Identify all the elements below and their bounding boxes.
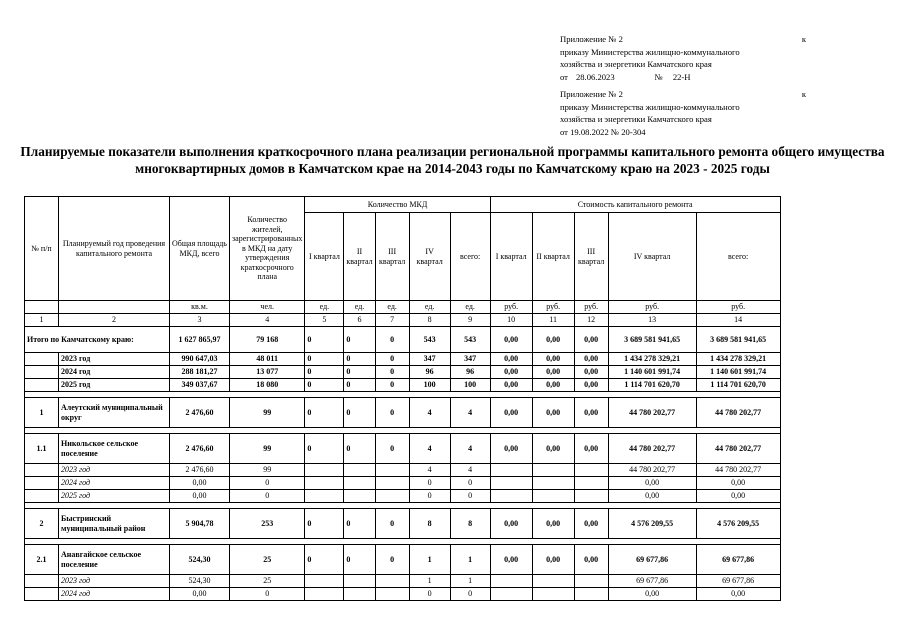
data-cell: 0,00	[696, 490, 780, 503]
data-cell: 990 647,03	[170, 353, 230, 366]
data-cell: 5 904,78	[170, 509, 230, 539]
data-cell: 0,00	[574, 327, 608, 353]
data-cell: 253	[230, 509, 305, 539]
row-number	[25, 366, 59, 379]
data-cell: 3 689 581 941,65	[696, 327, 780, 353]
data-cell: 347	[409, 353, 450, 366]
data-cell: 48 011	[230, 353, 305, 366]
row-label: Никольское сельское поселение	[59, 434, 170, 464]
data-cell: 0	[344, 509, 375, 539]
data-cell: 0	[375, 434, 409, 464]
data-cell	[375, 464, 409, 477]
column-number: 10	[490, 314, 532, 327]
data-cell	[344, 588, 375, 601]
unit-cell: руб.	[532, 301, 574, 314]
data-cell: 0,00	[490, 509, 532, 539]
data-cell: 1 434 278 329,21	[608, 353, 696, 366]
data-cell	[375, 490, 409, 503]
data-cell: 4	[450, 398, 490, 428]
annex-date: 28.06.2023	[575, 71, 615, 82]
header-mkd-q1: I квартал	[305, 213, 344, 301]
header-mkd-q4: IV квартал	[409, 213, 450, 301]
data-cell: 69 677,86	[608, 545, 696, 575]
municipality-row	[25, 509, 781, 539]
data-cell: 0,00	[532, 545, 574, 575]
data-cell: 25	[230, 575, 305, 588]
data-cell: 100	[409, 379, 450, 392]
data-cell: 543	[450, 327, 490, 353]
data-cell: 0,00	[490, 545, 532, 575]
data-cell: 0,00	[532, 434, 574, 464]
data-cell: 0,00	[574, 366, 608, 379]
unit-cell: ед.	[450, 301, 490, 314]
data-cell: 2 476,60	[170, 434, 230, 464]
data-cell: 288 181,27	[170, 366, 230, 379]
data-cell: 4 576 209,55	[608, 509, 696, 539]
data-cell: 0	[305, 398, 344, 428]
annex-number-label: №	[654, 71, 663, 82]
data-cell	[375, 477, 409, 490]
row-number	[25, 353, 59, 366]
data-cell: 0	[375, 379, 409, 392]
data-cell	[344, 477, 375, 490]
row-number: 2.1	[25, 545, 59, 575]
data-cell: 0	[305, 366, 344, 379]
data-cell: 100	[450, 379, 490, 392]
row-label: 2023 год	[59, 353, 170, 366]
data-cell: 4	[450, 464, 490, 477]
year-row	[25, 477, 781, 490]
data-cell: 0	[230, 490, 305, 503]
data-cell: 96	[409, 366, 450, 379]
annex-line: приказу Министерства жилищно-коммунального	[560, 101, 740, 112]
column-number: 1	[25, 314, 59, 327]
header-cost-group: Стоимость капитального ремонта	[490, 197, 780, 213]
data-cell: 349 037,67	[170, 379, 230, 392]
data-cell: 0	[375, 509, 409, 539]
data-cell	[574, 588, 608, 601]
total-row	[25, 327, 781, 353]
data-cell: 0,00	[574, 434, 608, 464]
data-cell: 3 689 581 941,65	[608, 327, 696, 353]
data-cell	[574, 575, 608, 588]
row-number: 1.1	[25, 434, 59, 464]
unit-cell: кв.м.	[170, 301, 230, 314]
header-mkd-total: всего:	[450, 213, 490, 301]
data-cell: 0	[305, 379, 344, 392]
data-cell	[574, 490, 608, 503]
year-row	[25, 588, 781, 601]
data-cell: 543	[409, 327, 450, 353]
annex-line: приказу Министерства жилищно-коммунального	[560, 46, 740, 57]
data-cell: 44 780 202,77	[696, 398, 780, 428]
total-label: Итого по Камчатскому краю:	[25, 327, 170, 353]
data-cell: 0	[344, 353, 375, 366]
header-cost-q3: III квартал	[574, 213, 608, 301]
column-number: 9	[450, 314, 490, 327]
annex-line: хозяйства и энергетики Камчатского края	[560, 59, 712, 70]
column-number: 5	[305, 314, 344, 327]
data-cell: 8	[450, 509, 490, 539]
row-number	[25, 490, 59, 503]
row-number	[25, 477, 59, 490]
data-cell: 347	[450, 353, 490, 366]
annex-header-previous	[560, 88, 810, 138]
data-cell: 44 780 202,77	[608, 464, 696, 477]
municipality-row	[25, 434, 781, 464]
data-cell: 0	[305, 327, 344, 353]
data-cell: 0	[305, 434, 344, 464]
row-label: Быстринский муниципальный район	[59, 509, 170, 539]
annex-header-current	[560, 33, 810, 83]
units-cell	[59, 301, 170, 314]
data-cell: 524,30	[170, 575, 230, 588]
header-year: Планируемый год проведения капитального ремонта	[59, 197, 170, 301]
data-cell	[490, 464, 532, 477]
data-cell: 0	[375, 327, 409, 353]
data-cell: 0,00	[696, 477, 780, 490]
total-year-row	[25, 366, 781, 379]
data-cell	[532, 477, 574, 490]
data-cell: 0,00	[608, 477, 696, 490]
data-cell	[490, 588, 532, 601]
municipality-row	[25, 545, 781, 575]
data-cell: 0	[450, 588, 490, 601]
data-cell: 8	[409, 509, 450, 539]
annex-line: хозяйства и энергетики Камчатского края	[560, 114, 712, 125]
data-cell: 0,00	[170, 477, 230, 490]
data-cell: 25	[230, 545, 305, 575]
data-cell: 69 677,86	[608, 575, 696, 588]
data-cell: 1	[450, 575, 490, 588]
column-number: 2	[59, 314, 170, 327]
total-year-row	[25, 353, 781, 366]
document-title: Планируемые показатели выполнения краткосрочного плана реализации региональной программы капитального ремонта общего имущества многоквартирных домов в Камчатском крае на 2014-2043 годы по Камчатскому краю на 2023 - 2025 годы	[20, 144, 885, 176]
total-year-row	[25, 379, 781, 392]
data-cell: 1 114 701 620,70	[608, 379, 696, 392]
data-cell: 0	[344, 545, 375, 575]
units-cell	[25, 301, 59, 314]
column-number: 12	[574, 314, 608, 327]
year-row	[25, 575, 781, 588]
data-cell: 4 576 209,55	[696, 509, 780, 539]
data-cell: 0,00	[532, 366, 574, 379]
data-cell	[490, 490, 532, 503]
data-cell: 0,00	[696, 588, 780, 601]
indicators-table	[24, 196, 781, 601]
data-cell: 0	[344, 434, 375, 464]
data-cell: 0	[409, 490, 450, 503]
row-number: 1	[25, 398, 59, 428]
data-cell: 0	[305, 509, 344, 539]
unit-cell: руб.	[608, 301, 696, 314]
data-cell: 2 476,60	[170, 464, 230, 477]
data-cell: 0,00	[490, 379, 532, 392]
column-number: 7	[375, 314, 409, 327]
data-cell: 0,00	[532, 379, 574, 392]
unit-cell: руб.	[696, 301, 780, 314]
data-cell: 1	[409, 545, 450, 575]
data-cell: 0,00	[532, 353, 574, 366]
data-cell: 69 677,86	[696, 575, 780, 588]
data-cell	[532, 575, 574, 588]
column-number: 11	[532, 314, 574, 327]
data-cell: 0,00	[574, 545, 608, 575]
data-cell: 0,00	[608, 588, 696, 601]
data-cell: 524,30	[170, 545, 230, 575]
data-cell: 0,00	[574, 509, 608, 539]
data-cell: 0	[375, 398, 409, 428]
column-number: 8	[409, 314, 450, 327]
data-cell: 0,00	[574, 379, 608, 392]
data-cell: 0	[305, 353, 344, 366]
row-label: 2024 год	[59, 477, 170, 490]
column-number: 14	[696, 314, 780, 327]
data-cell: 0	[344, 327, 375, 353]
data-cell: 1	[450, 545, 490, 575]
units-row	[25, 301, 781, 314]
data-cell: 0	[375, 366, 409, 379]
header-residents: Количество жителей, зарегистрированных в МКД на дату утверждения краткосрочного плана	[230, 197, 305, 301]
data-cell: 79 168	[230, 327, 305, 353]
annex-line: Приложение № 2	[560, 34, 623, 44]
row-label: Анавгайское сельское поселение	[59, 545, 170, 575]
data-cell: 0	[375, 545, 409, 575]
data-cell	[375, 575, 409, 588]
data-cell	[532, 588, 574, 601]
data-cell	[574, 464, 608, 477]
data-cell	[490, 477, 532, 490]
data-cell: 4	[409, 398, 450, 428]
data-cell: 44 780 202,77	[696, 434, 780, 464]
row-label: 2024 год	[59, 588, 170, 601]
unit-cell: руб.	[574, 301, 608, 314]
data-cell: 2 476,60	[170, 398, 230, 428]
data-cell: 1 114 701 620,70	[696, 379, 780, 392]
annex-k: к	[801, 34, 806, 44]
data-cell	[305, 477, 344, 490]
data-cell: 0	[409, 477, 450, 490]
data-cell	[344, 575, 375, 588]
data-cell: 0	[375, 353, 409, 366]
data-cell	[490, 575, 532, 588]
column-number-row	[25, 314, 781, 327]
annex-line: Приложение № 2	[560, 89, 623, 99]
data-cell: 1	[409, 575, 450, 588]
header-cost-q2: II квартал	[532, 213, 574, 301]
data-cell: 0,00	[574, 398, 608, 428]
header-num: № п/п	[25, 197, 59, 301]
data-cell: 99	[230, 398, 305, 428]
annex-number: 22-Н	[672, 71, 691, 82]
data-cell: 0	[344, 379, 375, 392]
unit-cell: ед.	[409, 301, 450, 314]
data-cell: 0	[450, 490, 490, 503]
data-cell: 1 627 865,97	[170, 327, 230, 353]
data-cell: 44 780 202,77	[696, 464, 780, 477]
table-body	[25, 327, 781, 601]
data-cell: 44 780 202,77	[608, 434, 696, 464]
header-cost-total: всего:	[696, 213, 780, 301]
data-cell: 0	[450, 477, 490, 490]
data-cell: 4	[409, 434, 450, 464]
row-number	[25, 379, 59, 392]
data-cell: 69 677,86	[696, 545, 780, 575]
data-cell	[532, 464, 574, 477]
data-cell: 0,00	[490, 353, 532, 366]
data-cell	[375, 588, 409, 601]
header-area: Общая площадь МКД, всего	[170, 197, 230, 301]
data-cell: 1 140 601 991,74	[608, 366, 696, 379]
data-cell: 0,00	[490, 398, 532, 428]
header-mkd-q3: III квартал	[375, 213, 409, 301]
data-cell: 0,00	[490, 327, 532, 353]
header-cost-q1: I квартал	[490, 213, 532, 301]
unit-cell: руб.	[490, 301, 532, 314]
data-cell: 0,00	[490, 366, 532, 379]
annex-from-label: от	[560, 71, 568, 82]
unit-cell: чел.	[230, 301, 305, 314]
data-cell: 44 780 202,77	[608, 398, 696, 428]
row-label: 2025 год	[59, 490, 170, 503]
data-cell: 0	[344, 398, 375, 428]
data-cell: 0	[344, 366, 375, 379]
column-number: 3	[170, 314, 230, 327]
data-cell	[305, 490, 344, 503]
row-label: 2024 год	[59, 366, 170, 379]
annex-line: от 19.08.2022 № 20-304	[560, 126, 646, 137]
data-cell: 96	[450, 366, 490, 379]
row-label: Алеутский муниципальный округ	[59, 398, 170, 428]
data-cell: 0,00	[574, 353, 608, 366]
data-cell: 13 077	[230, 366, 305, 379]
data-cell	[305, 464, 344, 477]
data-cell: 0,00	[490, 434, 532, 464]
data-cell	[344, 490, 375, 503]
row-label: 2025 год	[59, 379, 170, 392]
data-cell	[532, 490, 574, 503]
data-cell: 0,00	[170, 588, 230, 601]
header-cost-q4: IV квартал	[608, 213, 696, 301]
data-cell	[344, 464, 375, 477]
column-number: 6	[344, 314, 375, 327]
row-label: 2023 год	[59, 575, 170, 588]
column-number: 13	[608, 314, 696, 327]
data-cell	[574, 477, 608, 490]
data-cell: 18 080	[230, 379, 305, 392]
data-cell: 0	[230, 588, 305, 601]
unit-cell: ед.	[305, 301, 344, 314]
municipality-row	[25, 398, 781, 428]
data-cell: 0,00	[170, 490, 230, 503]
row-label: 2023 год	[59, 464, 170, 477]
data-cell: 0,00	[532, 327, 574, 353]
year-row	[25, 464, 781, 477]
row-number	[25, 464, 59, 477]
row-number	[25, 588, 59, 601]
data-cell: 0	[305, 545, 344, 575]
data-cell: 0,00	[608, 490, 696, 503]
unit-cell: ед.	[375, 301, 409, 314]
data-cell: 0,00	[532, 509, 574, 539]
data-cell	[305, 588, 344, 601]
data-cell: 0	[409, 588, 450, 601]
column-number: 4	[230, 314, 305, 327]
data-cell	[305, 575, 344, 588]
data-cell: 0,00	[532, 398, 574, 428]
data-cell: 4	[409, 464, 450, 477]
data-cell: 1 434 278 329,21	[696, 353, 780, 366]
row-number	[25, 575, 59, 588]
data-cell: 4	[450, 434, 490, 464]
row-number: 2	[25, 509, 59, 539]
data-cell: 99	[230, 434, 305, 464]
data-cell: 1 140 601 991,74	[696, 366, 780, 379]
header-mkd-q2: II квартал	[344, 213, 375, 301]
unit-cell: ед.	[344, 301, 375, 314]
header-mkd-group: Количество МКД	[305, 197, 490, 213]
data-cell: 99	[230, 464, 305, 477]
year-row	[25, 490, 781, 503]
annex-k: к	[801, 89, 806, 99]
data-cell: 0	[230, 477, 305, 490]
